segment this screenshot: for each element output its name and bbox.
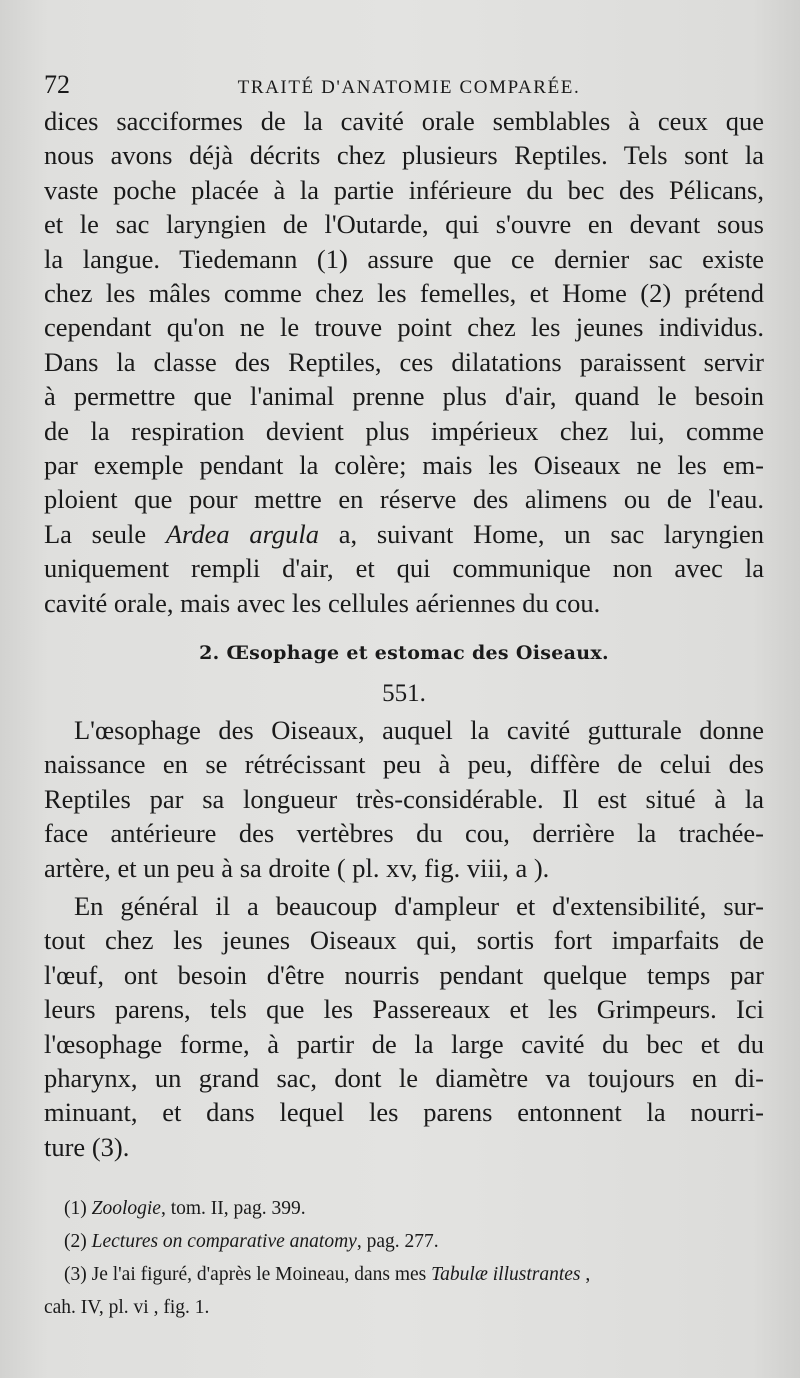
footnote-2 [44,1225,764,1258]
text-line: chez les mâles comme chez les femelles, et Home (2) prétend [44,278,764,309]
footnote-mark: (1) [64,1198,92,1219]
footnote-title: Lectures on comparative anatomy [91,1231,357,1252]
text-line: l'œuf, ont besoin d'être nourris pendant quelque temps par [44,959,764,990]
paragraph-3 [44,889,764,1164]
text-line: artère, et un peu à sa droite ( pl. xv, fig. viii, a ). [44,852,550,883]
text-line: ture (3). [44,1131,130,1162]
section-subheading: 2. Œsophage et estomac des Oiseaux. [199,642,609,665]
page-number: 72 [44,70,70,99]
footnote-ref: , [580,1264,591,1285]
running-head [44,70,764,100]
text-line: En général il a beaucoup d'ampleur et d'extensibilité, sur- [74,890,764,921]
ardea-before: La seule [44,518,166,549]
text-line: dices sacciformes de la cavité orale semblables à ceux que [44,106,764,136]
text-line: à permettre que l'animal prenne plus d'air, quand le besoin [44,381,764,412]
footnote-3-continued: cah. IV, pl. vi , fig. 1. [44,1297,210,1318]
text-line: minuant, et dans lequel les parens entonnent la nourri- [44,1097,764,1128]
footnote-title: Zoologie [91,1198,161,1219]
text-line: Reptiles par sa longueur très-considérable. Il est situé à la [44,783,764,814]
footnotes [44,1192,764,1324]
text-line: ploient que pour mettre en réserve des alimens ou de l'eau. [44,484,764,515]
running-title: TRAITÉ D'ANATOMIE COMPARÉE. [237,77,581,98]
footnote-ref: , pag. 277. [356,1231,439,1252]
text-line: nous avons déjà décrits chez plusieurs Reptiles. Tels sont la [44,140,764,171]
section-number: 551. [382,679,426,707]
text-line: par exemple pendant la colère; mais les Oiseaux ne les em- [44,450,764,481]
footnote-1 [44,1192,764,1225]
text-line: pharynx, un grand sac, dont le diamètre va toujours en di- [44,1062,764,1093]
text-line: vaste poche placée à la partie inférieure du bec des Pélicans, [44,174,764,205]
paragraph-1 [44,104,764,620]
text-line: et le sac laryngien de l'Outarde, qui s'ouvre en devant sous [44,209,764,240]
text-line: L'œsophage des Oiseaux, auquel la cavité gutturale donne [74,714,764,745]
footnote-3 [44,1258,764,1291]
ardea-after: a, suivant Home, un sac laryngien [319,518,764,549]
footnote-ref: , tom. II, pag. 399. [160,1198,306,1219]
paragraph-2 [44,713,764,885]
text-line: Dans la classe des Reptiles, ces dilatations paraissent servir [44,346,764,377]
text-line: l'œsophage forme, à partir de la large cavité du bec et du [44,1028,764,1059]
text-line: face antérieure des vertèbres du cou, derrière la trachée- [44,818,764,849]
text-line: de la respiration devient plus impérieux chez lui, comme [44,415,764,446]
text-line: uniquement rempli d'air, et qui communique non avec la [44,553,764,584]
page-body [44,104,764,1164]
footnote-mark: (3) Je l'ai figuré, d'après le Moineau, dans mes [64,1264,432,1285]
footnote-title: Tabulæ illustrantes [431,1264,581,1285]
text-line: la langue. Tiedemann (1) assure que ce dernier sac existe [44,243,764,274]
text-line: tout chez les jeunes Oiseaux qui, sortis fort imparfaits de [44,925,764,956]
text-line: cavité orale, mais avec les cellules aériennes du cou. [44,587,601,618]
text-line-ardea [44,517,764,551]
text-line: cependant qu'on ne le trouve point chez les jeunes individus. [44,312,764,343]
text-line: naissance en se rétrécissant peu à peu, diffère de celui des [44,749,764,780]
text-line: leurs parens, tels que les Passereaux et les Grimpeurs. Ici [44,994,764,1025]
species-name: Ardea argula [165,518,320,549]
footnote-mark: (2) [64,1231,92,1252]
